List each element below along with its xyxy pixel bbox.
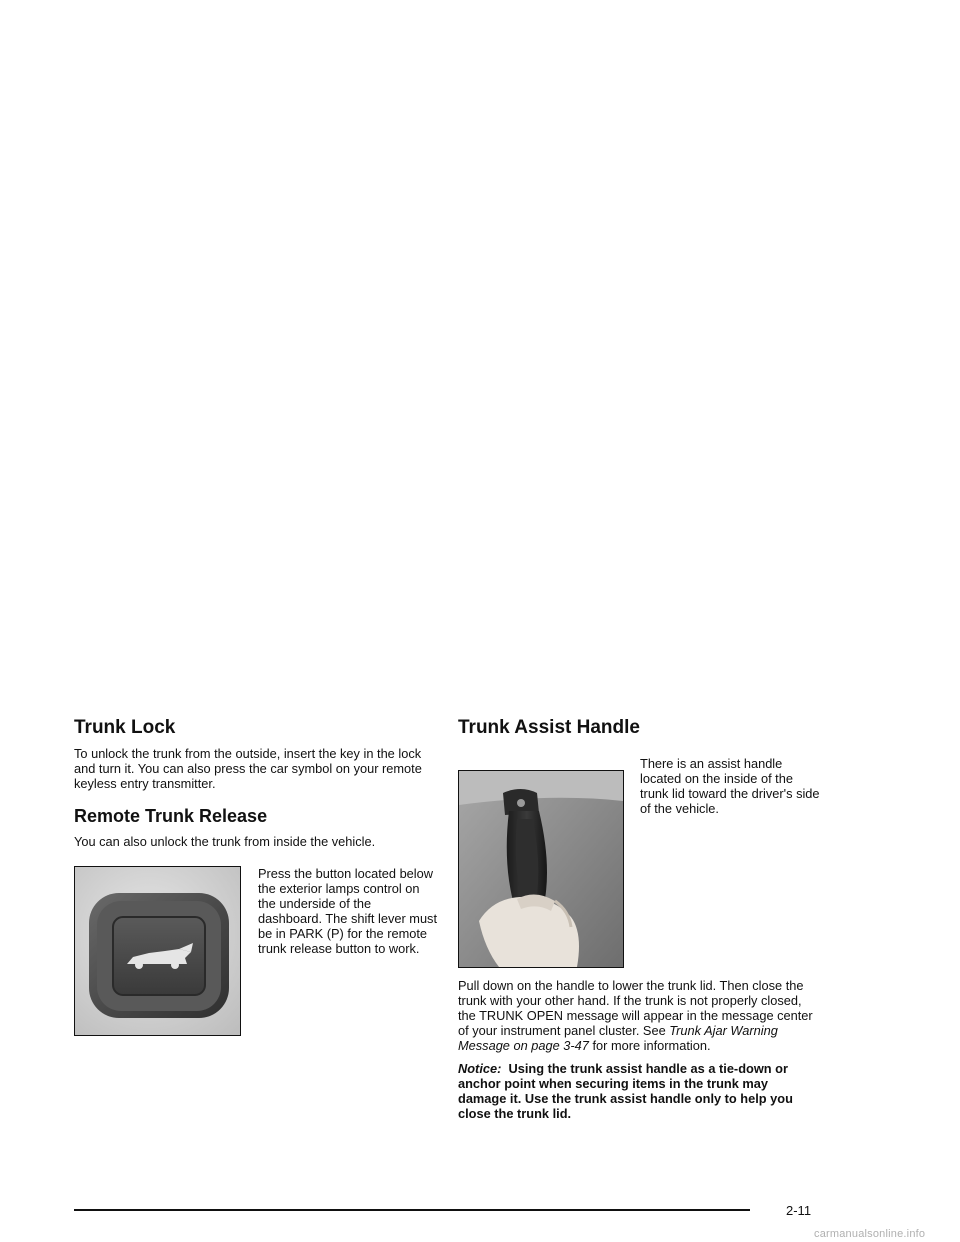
assist-handle-body-pre: Pull down on the handle to lower the trunk lid. Then close the trunk with your other hand. If the trunk is not properly closed, the TRUNK OPEN message will appear in the message center of your instrument panel cluster. See xyxy=(458,978,813,1038)
trunk-assist-handle-photo xyxy=(458,770,624,968)
assist-handle-body xyxy=(458,978,818,1053)
page-number: 2-11 xyxy=(786,1203,812,1218)
remote-release-intro: You can also unlock the trunk from inside the vehicle. xyxy=(74,834,376,849)
remote-release-side-text-block xyxy=(258,866,438,956)
assist-handle-side-text: There is an assist handle located on the inside of the trunk lid toward the driver's side of the vehicle. xyxy=(640,756,820,816)
trunk-ajar-reference-link[interactable]: Trunk Ajar Warning Message on page 3-47 xyxy=(458,1023,778,1053)
remote-trunk-release-button-photo xyxy=(74,866,241,1036)
notice-label: Notice: xyxy=(458,1061,502,1076)
remote-release-side-text: Press the button located below the exterior lamps control on the underside of the dashboard. The shift lever must be in PARK (P) for the remote trunk release button to work. xyxy=(258,866,438,956)
notice-text: Using the trunk assist handle as a tie-down or anchor point when securing items in the trunk may damage it. Use the trunk assist handle only to help you close the trunk lid. xyxy=(458,1061,793,1121)
assist-handle-body-post: for more information. xyxy=(588,1038,711,1053)
assist-handle-image xyxy=(459,771,623,967)
assist-handle-heading: Trunk Assist Handle xyxy=(458,717,640,738)
trunk-lock-body: To unlock the trunk from the outside, insert the key in the lock and turn it. You can also press the car symbol on your remote keyless entry transmitter. xyxy=(74,746,422,791)
watermark: carmanualsonline.info xyxy=(814,1228,926,1240)
notice-paragraph xyxy=(458,1061,818,1121)
assist-handle-side-text-block xyxy=(640,756,820,816)
remote-release-heading: Remote Trunk Release xyxy=(74,806,268,826)
trunk-lock-heading: Trunk Lock xyxy=(74,717,176,738)
remote-release-figure xyxy=(74,866,436,1038)
footer-rule xyxy=(74,1209,750,1211)
right-column xyxy=(458,716,818,1121)
assist-handle-figure xyxy=(458,756,818,970)
left-column xyxy=(74,716,436,1038)
trunk-release-button-image xyxy=(75,867,240,1035)
